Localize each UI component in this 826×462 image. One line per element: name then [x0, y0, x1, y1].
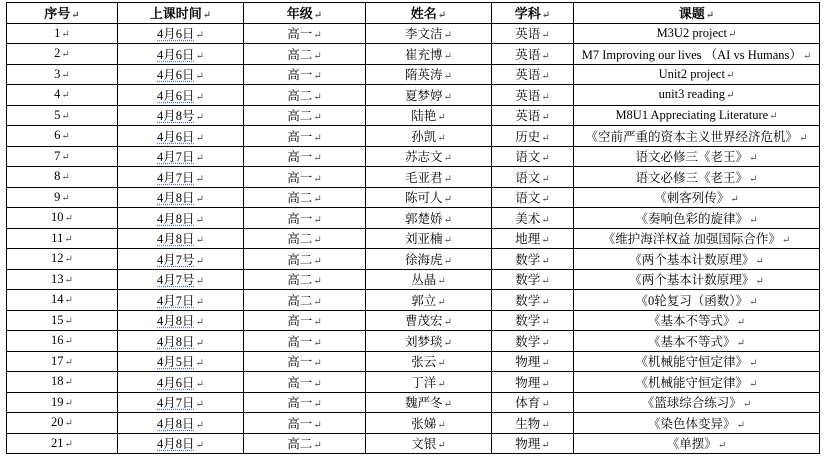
topic-cell: 《机械能守恒定律》↵	[574, 351, 820, 372]
grade-cell: 高一↵	[244, 351, 366, 372]
subject-cell: 英语↵	[492, 64, 574, 85]
header-cell-grade: 年级↵	[244, 3, 366, 24]
table-row	[7, 433, 820, 454]
index-cell: 11↵	[7, 228, 118, 249]
subject-cell: 英语↵	[492, 23, 574, 44]
topic-cell: 《维护海洋权益 加强国际合作》↵	[574, 228, 820, 249]
topic-cell: M8U1 Appreciating Literature↵	[574, 105, 820, 126]
topic-cell: M7 Improving our lives （AI vs Humans）↵	[574, 44, 820, 65]
topic-cell: 《单摆》↵	[574, 433, 820, 454]
table-row	[7, 351, 820, 372]
grade-cell: 高二↵	[244, 44, 366, 65]
index-cell: 18↵	[7, 372, 118, 393]
table-row	[7, 105, 820, 126]
name-cell: 李文洁↵	[366, 23, 492, 44]
time-cell: 4月8日↵	[118, 331, 244, 352]
topic-cell: Unit2 project↵	[574, 64, 820, 85]
name-cell: 丛晶↵	[366, 269, 492, 290]
subject-cell: 物理↵	[492, 372, 574, 393]
name-cell: 郭立↵	[366, 290, 492, 311]
time-cell: 4月8日↵	[118, 187, 244, 208]
subject-cell: 生物↵	[492, 413, 574, 434]
index-cell: 12↵	[7, 249, 118, 270]
table-row	[7, 44, 820, 65]
topic-cell: 语文必修三《老王》↵	[574, 146, 820, 167]
name-cell: 张云↵	[366, 351, 492, 372]
grade-cell: 高二↵	[244, 85, 366, 106]
index-cell: 8↵	[7, 167, 118, 188]
subject-cell: 历史↵	[492, 126, 574, 147]
time-cell: 4月8日↵	[118, 413, 244, 434]
subject-cell: 物理↵	[492, 351, 574, 372]
topic-cell: 语文必修三《老王》↵	[574, 167, 820, 188]
subject-cell: 数学↵	[492, 331, 574, 352]
table-row	[7, 290, 820, 311]
header-cell-name: 姓名↵	[366, 3, 492, 24]
subject-cell: 物理↵	[492, 433, 574, 454]
time-cell: 4月6日↵	[118, 85, 244, 106]
index-cell: 4↵	[7, 85, 118, 106]
time-cell: 4月8日↵	[118, 433, 244, 454]
topic-cell: 《基本不等式》↵	[574, 331, 820, 352]
name-cell: 陆艳↵	[366, 105, 492, 126]
grade-cell: 高一↵	[244, 372, 366, 393]
name-cell: 隋英涛↵	[366, 64, 492, 85]
grade-cell: 高一↵	[244, 126, 366, 147]
grade-cell: 高二↵	[244, 187, 366, 208]
name-cell: 文银↵	[366, 433, 492, 454]
index-cell: 9↵	[7, 187, 118, 208]
index-cell: 10↵	[7, 208, 118, 229]
index-cell: 21↵	[7, 433, 118, 454]
table-row	[7, 126, 820, 147]
schedule-table	[6, 2, 820, 454]
index-cell: 14↵	[7, 290, 118, 311]
subject-cell: 语文↵	[492, 167, 574, 188]
table-row	[7, 208, 820, 229]
topic-cell: 《篮球综合练习》↵	[574, 392, 820, 413]
topic-cell: 《染色体变异》↵	[574, 413, 820, 434]
name-cell: 陈可人↵	[366, 187, 492, 208]
grade-cell: 高一↵	[244, 208, 366, 229]
name-cell: 刘亚楠↵	[366, 228, 492, 249]
subject-cell: 语文↵	[492, 187, 574, 208]
subject-cell: 数学↵	[492, 249, 574, 270]
table-row	[7, 269, 820, 290]
header-cell-time: 上课时间↵	[118, 3, 244, 24]
grade-cell: 高一↵	[244, 392, 366, 413]
topic-cell: 《刺客列传》↵	[574, 187, 820, 208]
subject-cell: 英语↵	[492, 44, 574, 65]
topic-cell: 《机械能守恒定律》↵	[574, 372, 820, 393]
index-cell: 17↵	[7, 351, 118, 372]
name-cell: 魏严冬↵	[366, 392, 492, 413]
table-row	[7, 372, 820, 393]
subject-cell: 语文↵	[492, 146, 574, 167]
table-row	[7, 249, 820, 270]
time-cell: 4月8号↵	[118, 105, 244, 126]
index-cell: 2↵	[7, 44, 118, 65]
grade-cell: 高二↵	[244, 249, 366, 270]
name-cell: 郭楚娇↵	[366, 208, 492, 229]
table-row	[7, 85, 820, 106]
subject-cell: 数学↵	[492, 269, 574, 290]
grade-cell: 高二↵	[244, 228, 366, 249]
header-cell-index: 序号↵	[7, 3, 118, 24]
index-cell: 5↵	[7, 105, 118, 126]
index-cell: 15↵	[7, 310, 118, 331]
header-row	[7, 3, 820, 24]
time-cell: 4月8日↵	[118, 228, 244, 249]
index-cell: 19↵	[7, 392, 118, 413]
table-row	[7, 146, 820, 167]
index-cell: 20↵	[7, 413, 118, 434]
grade-cell: 高二↵	[244, 433, 366, 454]
time-cell: 4月8日↵	[118, 208, 244, 229]
topic-cell: 《0轮复习（函数）》↵	[574, 290, 820, 311]
name-cell: 徐海虎↵	[366, 249, 492, 270]
topic-cell: 《空前严重的资本主义世界经济危机》↵	[574, 126, 820, 147]
name-cell: 张娣↵	[366, 413, 492, 434]
subject-cell: 体育↵	[492, 392, 574, 413]
time-cell: 4月6日↵	[118, 372, 244, 393]
subject-cell: 数学↵	[492, 310, 574, 331]
table-row	[7, 310, 820, 331]
time-cell: 4月8日↵	[118, 310, 244, 331]
topic-cell: 《两个基本计数原理》↵	[574, 269, 820, 290]
subject-cell: 美术↵	[492, 208, 574, 229]
grade-cell: 高二↵	[244, 105, 366, 126]
topic-cell: 《两个基本计数原理》↵	[574, 249, 820, 270]
name-cell: 曹茂宏↵	[366, 310, 492, 331]
subject-cell: 英语↵	[492, 105, 574, 126]
grade-cell: 高二↵	[244, 269, 366, 290]
name-cell: 孙凯↵	[366, 126, 492, 147]
time-cell: 4月7日↵	[118, 167, 244, 188]
header-cell-topic: 课题↵	[574, 3, 820, 24]
grade-cell: 高一↵	[244, 64, 366, 85]
index-cell: 7↵	[7, 146, 118, 167]
table-row	[7, 331, 820, 352]
name-cell: 苏志文↵	[366, 146, 492, 167]
table-row	[7, 23, 820, 44]
time-cell: 4月6日↵	[118, 44, 244, 65]
name-cell: 毛亚君↵	[366, 167, 492, 188]
index-cell: 6↵	[7, 126, 118, 147]
grade-cell: 高一↵	[244, 167, 366, 188]
subject-cell: 数学↵	[492, 290, 574, 311]
topic-cell: 《基本不等式》↵	[574, 310, 820, 331]
time-cell: 4月5日↵	[118, 351, 244, 372]
table-row	[7, 187, 820, 208]
name-cell: 崔充博↵	[366, 44, 492, 65]
table-row	[7, 392, 820, 413]
grade-cell: 高二↵	[244, 290, 366, 311]
header-cell-subject: 学科↵	[492, 3, 574, 24]
subject-cell: 英语↵	[492, 85, 574, 106]
name-cell: 夏梦婷↵	[366, 85, 492, 106]
time-cell: 4月6日↵	[118, 23, 244, 44]
topic-cell: unit3 reading↵	[574, 85, 820, 106]
time-cell: 4月7日↵	[118, 146, 244, 167]
table-row	[7, 167, 820, 188]
time-cell: 4月7号↵	[118, 269, 244, 290]
time-cell: 4月6日↵	[118, 126, 244, 147]
subject-cell: 地理↵	[492, 228, 574, 249]
grade-cell: 高一↵	[244, 310, 366, 331]
table-row	[7, 413, 820, 434]
name-cell: 刘梦琰↵	[366, 331, 492, 352]
time-cell: 4月7号↵	[118, 249, 244, 270]
table-row	[7, 64, 820, 85]
table-row	[7, 228, 820, 249]
name-cell: 丁洋↵	[366, 372, 492, 393]
index-cell: 13↵	[7, 269, 118, 290]
index-cell: 16↵	[7, 331, 118, 352]
topic-cell: M3U2 project↵	[574, 23, 820, 44]
time-cell: 4月7日↵	[118, 290, 244, 311]
grade-cell: 高一↵	[244, 413, 366, 434]
index-cell: 3↵	[7, 64, 118, 85]
topic-cell: 《奏响色彩的旋律》↵	[574, 208, 820, 229]
time-cell: 4月7日↵	[118, 392, 244, 413]
grade-cell: 高一↵	[244, 146, 366, 167]
grade-cell: 高一↵	[244, 23, 366, 44]
grade-cell: 高一↵	[244, 331, 366, 352]
time-cell: 4月6日↵	[118, 64, 244, 85]
index-cell: 1↵	[7, 23, 118, 44]
